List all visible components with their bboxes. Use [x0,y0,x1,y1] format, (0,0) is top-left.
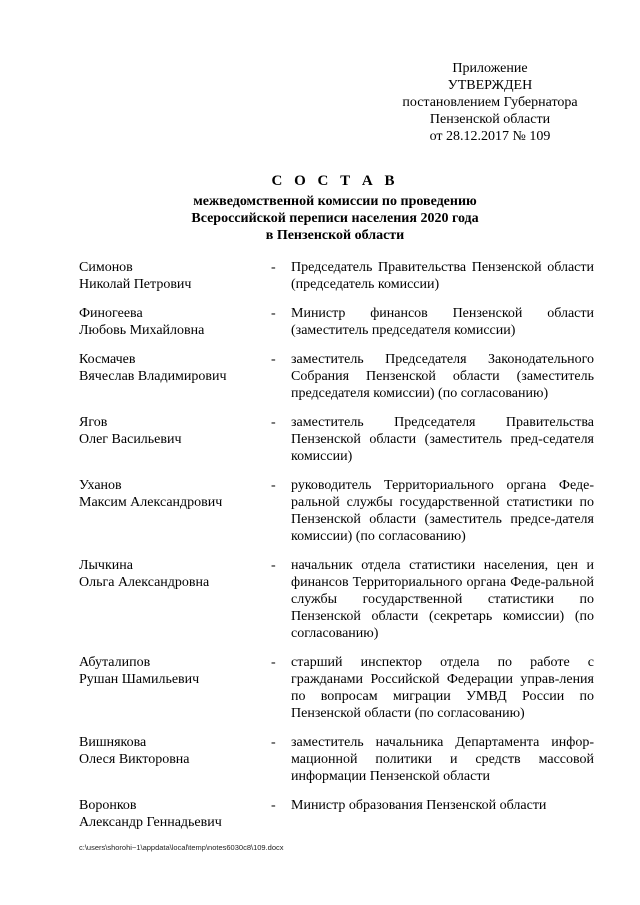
members-list [79,259,594,843]
member-dash: - [271,558,276,573]
member-name [79,557,271,642]
member-dash: - [271,306,276,321]
approval-line: Пензенской области [429,112,551,127]
member-name [79,305,271,339]
member-dash: - [271,260,276,275]
document-heading [100,173,570,244]
member-given-names: Рушан Шамильевич [79,672,200,687]
member-role: заместитель Председателя Законодательного Собрания Пензенской области (заместитель председателя комиссии) (по согласованию) [291,352,594,401]
approval-line: от 28.12.2017 № 109 [429,129,551,144]
member-given-names: Николай Петрович [79,277,192,292]
member-role: Председатель Правительства Пензенской области (председатель комиссии) [291,260,594,292]
member-given-names: Александр Геннадьевич [79,815,222,830]
member-name [79,734,271,785]
member-dash: - [271,415,276,430]
member-role: заместитель Председателя Правительства Пензенской области (заместитель пред-седателя комиссии) [291,415,594,464]
member-dash: - [271,735,276,750]
member-surname: Ягов [79,415,108,430]
member-surname: Воронков [79,798,137,813]
member-row [79,557,594,642]
member-dash: - [271,655,276,670]
member-row [79,259,594,293]
member-dash: - [271,352,276,367]
member-dash: - [271,478,276,493]
member-dash: - [271,798,276,813]
member-surname: Абуталипов [79,655,151,670]
member-given-names: Олег Васильевич [79,432,182,447]
member-name [79,414,271,465]
member-name [79,259,271,293]
member-row [79,414,594,465]
member-role: Министр финансов Пензенской области (заместитель председателя комиссии) [291,306,594,338]
member-surname: Финогеева [79,306,143,321]
heading-line: межведомственной комиссии по проведению [193,194,477,209]
member-given-names: Любовь Михайловна [79,323,205,338]
member-row [79,654,594,722]
member-surname: Космачев [79,352,136,367]
document-title: С О С Т А В [271,173,399,189]
approval-block [390,60,590,145]
member-given-names: Вячеслав Владимирович [79,369,227,384]
approval-line: постановлением Губернатора [402,95,578,110]
member-name [79,351,271,402]
member-given-names: Олеся Викторовна [79,752,190,767]
file-path-footer: c:\users\shorohi~1\appdata\local\temp\notes6030c8\109.docx [79,843,284,852]
member-name [79,477,271,545]
member-row [79,734,594,785]
member-name [79,797,271,831]
approval-line: УТВЕРЖДЕН [447,78,533,93]
member-role: старший инспектор отдела по работе с гражданами Российской Федерации управ-ления по вопросам миграции УМВД России по Пензенской области (по согласованию) [291,655,594,721]
member-surname: Вишнякова [79,735,147,750]
approval-line: Приложение [452,61,528,76]
member-row [79,351,594,402]
member-row [79,797,594,831]
member-surname: Лычкина [79,558,133,573]
member-role: Министр образования Пензенской области [291,798,547,813]
member-role: заместитель начальника Департамента инфор-мационной политики и средств массовой информации Пензенской области [291,735,594,784]
member-surname: Уханов [79,478,122,493]
member-role: руководитель Территориального органа Феде-ральной службы государственной статистики по Пензенской области (заместитель предсе-дателя комиссии) (по согласованию) [291,478,594,544]
member-name [79,654,271,722]
member-row [79,305,594,339]
heading-line: Всероссийской переписи населения 2020 года [191,211,479,226]
heading-line: в Пензенской области [265,228,405,243]
member-role: начальник отдела статистики населения, цен и финансов Территориального органа Феде-ральной службы государственной статистики по Пензенской области (секретарь комиссии) (по согласованию) [291,558,594,641]
member-given-names: Максим Александрович [79,495,223,510]
member-given-names: Ольга Александровна [79,575,210,590]
member-row [79,477,594,545]
member-surname: Симонов [79,260,133,275]
